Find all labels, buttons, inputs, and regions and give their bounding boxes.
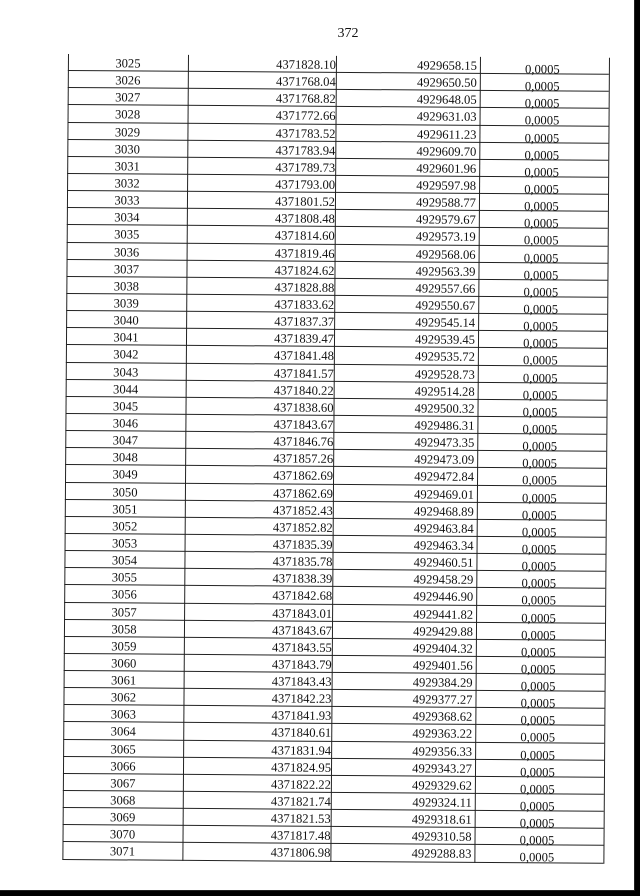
point-number-cell: 3031 xyxy=(114,159,140,174)
point-number-cell: 3030 xyxy=(114,142,140,157)
point-number-cell: 3062 xyxy=(110,690,137,705)
x-coordinate-cell: 4371817.48 xyxy=(270,828,331,844)
value-cell: 0,0005 xyxy=(522,387,558,403)
value-cell: 0,0005 xyxy=(520,713,556,728)
value-cell: 0,0005 xyxy=(523,285,559,300)
value-cell: 0,0005 xyxy=(520,730,556,745)
value-cell: 0,0005 xyxy=(521,593,557,608)
value-cell: 0,0005 xyxy=(519,850,555,865)
value-cell: 0,0005 xyxy=(520,662,556,677)
value-cell: 0,0005 xyxy=(519,816,555,831)
x-coordinate-cell: 4371789.73 xyxy=(275,160,336,175)
point-number-cell: 3056 xyxy=(111,587,137,602)
value-cell: 0,0005 xyxy=(521,576,557,591)
y-coordinate-cell: 4929597.98 xyxy=(416,178,477,193)
y-coordinate-cell: 4929573.19 xyxy=(415,229,476,245)
y-coordinate-cell: 4929446.90 xyxy=(413,589,474,605)
point-number-cell: 3061 xyxy=(110,673,137,688)
x-coordinate-cell: 4371841.57 xyxy=(273,365,334,381)
value-cell: 0,0005 xyxy=(524,199,559,214)
y-coordinate-cell: 4929368.62 xyxy=(412,709,473,725)
y-coordinate-cell: 4929343.27 xyxy=(412,761,473,776)
x-coordinate-cell: 4371846.76 xyxy=(273,434,334,449)
y-coordinate-cell: 4929550.67 xyxy=(415,298,476,313)
point-number-cell: 3067 xyxy=(110,776,136,791)
y-coordinate-cell: 4929441.82 xyxy=(413,606,474,622)
y-coordinate-cell: 4929329.62 xyxy=(412,778,472,793)
y-coordinate-cell: 4929469.01 xyxy=(414,486,474,502)
y-coordinate-cell: 4929463.34 xyxy=(413,538,474,553)
point-number-cell: 3035 xyxy=(114,227,140,242)
y-coordinate-cell: 4929377.27 xyxy=(412,692,473,708)
x-coordinate-cell: 4371831.94 xyxy=(271,743,332,758)
x-coordinate-cell: 4371801.52 xyxy=(275,194,336,209)
y-coordinate-cell: 4929579.67 xyxy=(415,212,476,228)
x-coordinate-cell: 4371821.53 xyxy=(270,811,331,827)
point-number-cell: 3050 xyxy=(112,484,138,500)
x-coordinate-cell: 4371837.37 xyxy=(274,314,335,329)
y-coordinate-cell: 4929473.09 xyxy=(414,452,475,468)
value-cell: 0,0005 xyxy=(524,96,560,111)
y-coordinate-cell: 4929472.84 xyxy=(414,469,475,485)
point-number-cell: 3040 xyxy=(113,313,139,328)
point-number-cell: 3054 xyxy=(111,553,138,568)
y-coordinate-cell: 4929363.22 xyxy=(412,726,473,742)
point-number-cell: 3065 xyxy=(110,741,136,757)
value-cell: 0,0005 xyxy=(522,473,557,488)
value-cell: 0,0005 xyxy=(524,130,560,145)
x-coordinate-cell: 4371821.74 xyxy=(270,794,331,809)
value-cell: 0,0005 xyxy=(521,524,557,540)
x-coordinate-cell: 4371843.55 xyxy=(271,640,332,655)
x-coordinate-cell: 4371843.01 xyxy=(272,605,333,621)
x-coordinate-cell: 4371843.67 xyxy=(273,417,334,432)
point-number-cell: 3053 xyxy=(111,536,138,551)
y-coordinate-cell: 4929473.35 xyxy=(414,435,475,450)
point-number-cell: 3063 xyxy=(110,707,137,722)
y-coordinate-cell: 4929535.72 xyxy=(415,349,475,365)
value-cell: 0,0005 xyxy=(522,353,558,368)
y-coordinate-cell: 4929500.32 xyxy=(414,401,475,416)
x-coordinate-cell: 4371828.10 xyxy=(276,57,336,72)
y-coordinate-cell: 4929528.73 xyxy=(414,366,475,382)
x-coordinate-cell: 4371843.79 xyxy=(271,657,332,672)
point-number-cell: 3042 xyxy=(113,347,139,362)
y-coordinate-cell: 4929648.05 xyxy=(416,92,477,108)
page-number: 372 xyxy=(337,26,359,41)
x-coordinate-cell: 4371862.69 xyxy=(273,485,333,501)
point-number-cell: 3059 xyxy=(111,639,137,654)
y-coordinate-cell: 4929288.83 xyxy=(411,846,472,862)
value-cell: 0,0005 xyxy=(522,404,558,420)
value-cell: 0,0005 xyxy=(520,764,555,780)
point-number-cell: 3041 xyxy=(113,330,139,345)
point-number-cell: 3071 xyxy=(109,844,136,859)
x-coordinate-cell: 4371852.82 xyxy=(272,520,333,535)
y-coordinate-cell: 4929486.31 xyxy=(414,418,475,433)
value-cell: 0,0005 xyxy=(524,147,560,163)
value-cell: 0,0005 xyxy=(524,182,559,197)
value-cell: 0,0005 xyxy=(519,833,555,848)
value-cell: 0,0005 xyxy=(521,507,557,523)
point-number-cell: 3032 xyxy=(114,176,140,191)
point-number-cell: 3051 xyxy=(112,501,138,517)
point-number-cell: 3047 xyxy=(112,433,138,448)
point-number-cell: 3027 xyxy=(115,90,141,105)
y-coordinate-cell: 4929568.06 xyxy=(415,246,476,262)
point-number-cell: 3068 xyxy=(110,793,136,808)
point-number-cell: 3052 xyxy=(112,519,138,534)
value-cell: 0,0005 xyxy=(523,336,558,351)
value-cell: 0,0005 xyxy=(521,627,556,643)
point-number-cell: 3034 xyxy=(114,210,140,225)
x-coordinate-cell: 4371772.66 xyxy=(275,108,336,124)
y-coordinate-cell: 4929384.29 xyxy=(412,675,473,690)
point-number-cell: 3064 xyxy=(110,724,136,739)
value-cell: 0,0005 xyxy=(523,216,559,231)
value-cell: 0,0005 xyxy=(522,456,558,471)
point-number-cell: 3036 xyxy=(113,244,140,260)
point-number-cell: 3049 xyxy=(112,467,138,482)
value-cell: 0,0005 xyxy=(523,267,559,283)
x-coordinate-cell: 4371862.69 xyxy=(273,468,334,484)
y-coordinate-cell: 4929611.23 xyxy=(417,127,477,142)
point-number-cell: 3060 xyxy=(111,656,137,671)
x-coordinate-cell: 4371793.00 xyxy=(275,177,336,192)
y-coordinate-cell: 4929609.70 xyxy=(416,144,477,159)
value-cell: 0,0005 xyxy=(521,559,557,574)
y-coordinate-cell: 4929324.11 xyxy=(412,795,472,810)
x-coordinate-cell: 4371842.23 xyxy=(271,691,332,707)
y-coordinate-cell: 4929539.45 xyxy=(415,332,476,348)
x-coordinate-cell: 4371819.46 xyxy=(274,245,335,261)
value-cell: 0,0005 xyxy=(522,439,558,454)
x-coordinate-cell: 4371840.22 xyxy=(273,383,334,398)
y-coordinate-cell: 4929356.33 xyxy=(412,744,473,759)
point-number-cell: 3048 xyxy=(112,450,138,465)
y-coordinate-cell: 4929460.51 xyxy=(413,555,474,570)
x-coordinate-cell: 4371835.39 xyxy=(272,537,333,552)
y-coordinate-cell: 4929404.32 xyxy=(412,641,473,656)
point-number-cell: 3046 xyxy=(112,416,139,431)
value-cell: 0,0005 xyxy=(523,302,559,317)
value-cell: 0,0005 xyxy=(522,370,558,385)
point-number-cell: 3037 xyxy=(113,262,140,277)
y-coordinate-cell: 4929557.66 xyxy=(415,281,476,296)
value-cell: 0,0005 xyxy=(523,250,559,265)
y-coordinate-cell: 4929545.14 xyxy=(415,315,476,330)
y-coordinate-cell: 4929318.61 xyxy=(411,812,472,828)
point-number-cell: 3069 xyxy=(110,810,136,825)
point-number-cell: 3058 xyxy=(111,621,137,637)
y-coordinate-cell: 4929310.58 xyxy=(411,829,472,845)
value-cell: 0,0005 xyxy=(520,696,556,711)
x-coordinate-cell: 4371806.98 xyxy=(270,845,331,861)
point-number-cell: 3066 xyxy=(110,759,136,774)
x-coordinate-cell: 4371841.93 xyxy=(271,708,332,724)
point-number-cell: 3038 xyxy=(113,279,140,294)
x-coordinate-cell: 4371843.43 xyxy=(271,674,332,689)
point-number-cell: 3033 xyxy=(114,193,140,208)
x-coordinate-cell: 4371783.94 xyxy=(275,143,336,158)
x-coordinate-cell: 4371840.61 xyxy=(271,725,332,741)
y-coordinate-cell: 4929463.84 xyxy=(413,521,474,536)
y-coordinate-cell: 4929631.03 xyxy=(416,109,477,125)
value-cell: 0,0005 xyxy=(520,679,556,694)
x-coordinate-cell: 4371833.62 xyxy=(274,297,335,312)
y-coordinate-cell: 4929429.88 xyxy=(413,624,474,639)
x-coordinate-cell: 4371824.62 xyxy=(274,263,335,278)
value-cell: 0,0005 xyxy=(523,319,558,334)
y-coordinate-cell: 4929650.50 xyxy=(416,75,477,90)
x-coordinate-cell: 4371814.60 xyxy=(274,228,335,244)
y-coordinate-cell: 4929514.28 xyxy=(414,384,475,399)
point-number-cell: 3026 xyxy=(115,73,141,88)
point-number-cell: 3043 xyxy=(113,364,139,380)
value-cell: 0,0005 xyxy=(524,113,560,128)
x-coordinate-cell: 4371852.43 xyxy=(272,503,333,518)
value-cell: 0,0005 xyxy=(524,165,560,180)
x-coordinate-cell: 4371843.67 xyxy=(272,623,333,638)
point-number-cell: 3070 xyxy=(109,827,136,842)
y-coordinate-cell: 4929658.15 xyxy=(417,58,477,73)
y-coordinate-cell: 4929563.39 xyxy=(415,264,476,279)
point-number-cell: 3025 xyxy=(115,56,141,71)
value-cell: 0,0005 xyxy=(520,782,555,797)
coordinates-table xyxy=(62,54,560,865)
table-border-right xyxy=(603,58,610,864)
x-coordinate-cell: 4371828.88 xyxy=(274,280,335,295)
x-coordinate-cell: 4371841.48 xyxy=(274,348,334,364)
value-cell: 0,0005 xyxy=(520,644,556,660)
x-coordinate-cell: 4371808.48 xyxy=(274,211,335,227)
y-coordinate-cell: 4929458.29 xyxy=(413,572,474,588)
point-number-cell: 3044 xyxy=(113,381,139,397)
value-cell: 0,0005 xyxy=(522,422,558,437)
y-coordinate-cell: 4929588.77 xyxy=(416,195,477,210)
x-coordinate-cell: 4371842.68 xyxy=(272,588,333,604)
x-coordinate-cell: 4371822.22 xyxy=(271,777,331,792)
x-coordinate-cell: 4371824.95 xyxy=(271,760,332,775)
value-cell: 0,0005 xyxy=(524,79,560,94)
x-coordinate-cell: 4371839.47 xyxy=(274,331,335,347)
value-cell: 0,0005 xyxy=(520,747,555,763)
point-number-cell: 3057 xyxy=(111,604,137,619)
x-coordinate-cell: 4371768.04 xyxy=(275,74,336,90)
point-number-cell: 3029 xyxy=(114,124,141,140)
point-number-cell: 3045 xyxy=(112,399,139,414)
value-cell: 0,0005 xyxy=(522,490,557,505)
value-cell: 0,0005 xyxy=(523,233,559,248)
point-number-cell: 3055 xyxy=(111,570,137,585)
x-coordinate-cell: 4371835.78 xyxy=(272,554,333,569)
point-number-cell: 3028 xyxy=(114,107,141,122)
x-coordinate-cell: 4371838.60 xyxy=(273,400,334,415)
point-number-cell: 3039 xyxy=(113,296,139,311)
x-coordinate-cell: 4371783.52 xyxy=(275,126,336,141)
value-cell: 0,0005 xyxy=(519,799,555,814)
y-coordinate-cell: 4929468.89 xyxy=(413,504,474,519)
value-cell: 0,0005 xyxy=(521,610,556,625)
x-coordinate-cell: 4371768.82 xyxy=(275,91,336,107)
value-cell: 0,0005 xyxy=(525,62,560,77)
x-coordinate-cell: 4371838.39 xyxy=(272,571,333,587)
y-coordinate-cell: 4929601.96 xyxy=(416,161,477,176)
y-coordinate-cell: 4929401.56 xyxy=(412,658,473,673)
value-cell: 0,0005 xyxy=(521,542,557,557)
x-coordinate-cell: 4371857.26 xyxy=(273,451,334,467)
